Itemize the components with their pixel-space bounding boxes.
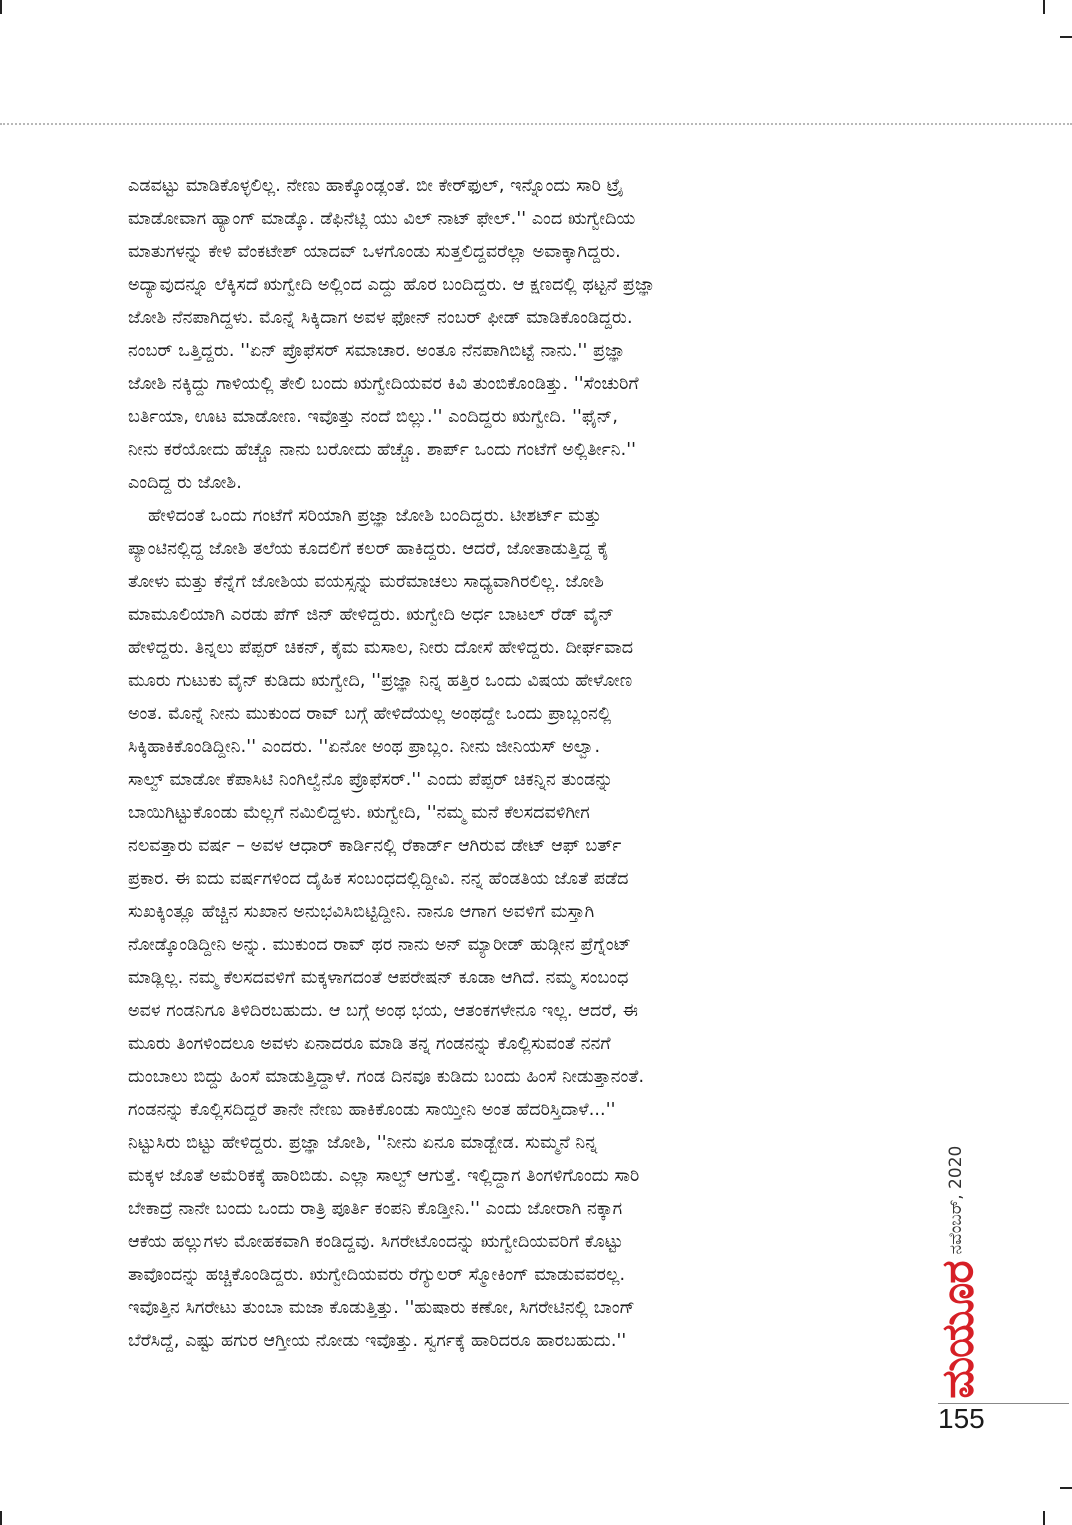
- article-line: ಹೇಳಿದಂತೆ ಒಂದು ಗಂಟೆಗೆ ಸರಿಯಾಗಿ ಪ್ರಜ್ಞಾ ಜೋಶಿ ಬಂದಿದ್ದರು. ಟೀಶರ್ಟ್ ಮತ್ತು: [148, 506, 602, 526]
- article-line: ಜೋಶಿ ನಕ್ಕಿದ್ದು ಗಾಳಿಯಲ್ಲಿ ತೇಲಿ ಬಂದು ಋಗ್ವೇದಿಯವರ ಕಿವಿ ತುಂಬಿಕೊಂಡಿತ್ತು. ''ಸೆಂಚುರಿಗೆ: [128, 374, 639, 394]
- article-line: ಮಾತುಗಳನ್ನು ಕೇಳಿ ವೆಂಕಟೇಶ್ ಯಾದವ್ ಒಳಗೊಂಡು ಸುತ್ತಲಿದ್ದವರೆಲ್ಲಾ ಅವಾಕ್ಕಾಗಿದ್ದರು.: [128, 242, 621, 262]
- article-line: ಅವಳ ಗಂಡನಿಗೂ ತಿಳಿದಿರಬಹುದು. ಆ ಬಗ್ಗೆ ಅಂಥ ಭಯ, ಆತಂಕಗಳೇನೂ ಇಲ್ಲ. ಆದರೆ, ಈ: [128, 1001, 639, 1021]
- crop-mark-right-bottom: [1060, 1487, 1072, 1489]
- article-line: ದುಂಬಾಲು ಬಿದ್ದು ಹಿಂಸೆ ಮಾಡುತ್ತಿದ್ದಾಳೆ. ಗಂಡ ದಿನವೂ ಕುಡಿದು ಬಂದು ಹಿಂಸೆ ನೀಡುತ್ತಾನಂತೆ.: [128, 1067, 645, 1087]
- article-line: ಜೋಶಿ ನೆನಪಾಗಿದ್ದಳು. ಮೊನ್ನೆ ಸಿಕ್ಕಿದಾಗ ಅವಳ ಫೋನ್ ನಂಬರ್ ಫೀಡ್ ಮಾಡಿಕೊಂಡಿದ್ದರು.: [128, 308, 633, 328]
- article-line: ಬಾಯಿಗಿಟ್ಟುಕೊಂಡು ಮೆಲ್ಲಗೆ ನಮಿಲಿದ್ದಳು. ಋಗ್ವೇದಿ, ''ನಮ್ಮ ಮನೆ ಕೆಲಸದವಳಿಗೀಗ: [128, 803, 590, 823]
- article-line: ನಲವತ್ತಾರು ವರ್ಷ – ಅವಳ ಆಧಾರ್ ಕಾರ್ಡಿನಲ್ಲಿ ರೆಕಾರ್ಡ್ ಆಗಿರುವ ಡೇಟ್ ಆಫ್ ಬರ್ತ್: [128, 836, 622, 856]
- article-line: ಗಂಡನನ್ನು ಕೊಲ್ಲಿಸದಿದ್ದರೆ ತಾನೇ ನೇಣು ಹಾಕಿಕೊಂಡು ಸಾಯ್ತೀನಿ ಅಂತ ಹೆದರಿಸ್ತಿದಾಳೆ...'': [128, 1100, 616, 1120]
- article-line: ಅಂತ. ಮೊನ್ನೆ ನೀನು ಮುಕುಂದ ರಾವ್ ಬಗ್ಗೆ ಹೇಳಿದೆಯಲ್ಲ ಅಂಥದ್ದೇ ಒಂದು ಪ್ರಾಬ್ಲಂನಲ್ಲಿ: [128, 704, 612, 724]
- header-dotted-rule: [0, 123, 1072, 125]
- article-line: ನೀನು ಕರೆಯೋದು ಹೆಚ್ಚೊ ನಾನು ಬರೋದು ಹೆಚ್ಚೊ. ಶಾರ್ಪ್ ಒಂದು ಗಂಟೆಗೆ ಅಲ್ಲಿರ್ತೀನಿ.'': [128, 440, 637, 460]
- article-line: ಮೂರು ಗುಟುಕು ವೈನ್ ಕುಡಿದು ಋಗ್ವೇದಿ, ''ಪ್ರಜ್ಞಾ ನಿನ್ನ ಹತ್ತಿರ ಒಂದು ವಿಷಯ ಹೇಳೋಣ: [128, 671, 633, 691]
- crop-mark-bottom-right: [1043, 1511, 1045, 1525]
- magazine-logo: [908, 1261, 1008, 1399]
- magazine-logo-text: ಮಯೂರ: [932, 1261, 984, 1399]
- crop-mark-bottom-left: [0, 1511, 2, 1525]
- article-line: ಹೇಳಿದ್ದರು. ತಿನ್ನಲು ಪೆಪ್ಪರ್ ಚಿಕನ್, ಕೈಮ ಮಸಾಲ, ನೀರು ದೋಸೆ ಹೇಳಿದ್ದರು. ದೀರ್ಘವಾದ: [128, 638, 634, 658]
- article-line: ಪ್ಯಾಂಟಿನಲ್ಲಿದ್ದ ಜೋಶಿ ತಲೆಯ ಕೂದಲಿಗೆ ಕಲರ್ ಹಾಕಿದ್ದರು. ಆದರೆ, ಜೋತಾಡುತ್ತಿದ್ದ ಕೈ: [128, 539, 610, 559]
- article-line: ಮಕ್ಕಳ ಜೊತೆ ಅಮೆರಿಕಕ್ಕೆ ಹಾರಿಬಿಡು. ಎಲ್ಲಾ ಸಾಲ್ವ್ ಆಗುತ್ತೆ. ಇಲ್ಲಿದ್ದಾಗ ತಿಂಗಳಿಗೊಂದು ಸಾರಿ: [128, 1166, 640, 1186]
- article-line: ತಾವೊಂದನ್ನು ಹಚ್ಚಿಕೊಂಡಿದ್ದರು. ಋಗ್ವೇದಿಯವರು ರೆಗ್ಯುಲರ್ ಸ್ಮೋಕಿಂಗ್ ಮಾಡುವವರಲ್ಲ.: [128, 1265, 626, 1285]
- article-line: ಮಾಡೋವಾಗ ಹ್ಯಾಂಗ್ ಮಾಡ್ಕೊ. ಡೆಫಿನೆಟ್ಲಿ ಯು ವಿಲ್ ನಾಟ್ ಫೇಲ್.'' ಎಂದ ಋಗ್ವೇದಿಯ: [128, 209, 636, 229]
- crop-mark-right-top: [1060, 36, 1072, 38]
- article-line: ಇವೊತ್ತಿನ ಸಿಗರೇಟು ತುಂಬಾ ಮಜಾ ಕೊಡುತ್ತಿತ್ತು. ''ಹುಷಾರು ಕಣೋ, ಸಿಗರೇಟಿನಲ್ಲಿ ಬಾಂಗ್: [128, 1298, 635, 1318]
- article-line: ಸಾಲ್ವ್ ಮಾಡೋ ಕೆಪಾಸಿಟಿ ನಿಂಗಿಲ್ವೆನೊ ಪ್ರೊಫೆಸರ್.'' ಎಂದು ಪೆಪ್ಪರ್ ಚಿಕನ್ನಿನ ತುಂಡನ್ನು: [128, 770, 614, 790]
- article-line: ಎಂದಿದ್ದ ರು ಜೋಶಿ.: [128, 473, 242, 493]
- article-line: ನೋಡ್ಕೊಂಡಿದ್ದೀನಿ ಅನ್ನು. ಮುಕುಂದ ರಾವ್ ಥರ ನಾನು ಅನ್ ಮ್ಯಾರೀಡ್ ಹುಡ್ಗೀನ ಪ್ರೆಗ್ನೆಂಟ್: [128, 935, 631, 955]
- article-line: ತೋಳು ಮತ್ತು ಕೆನ್ನೆಗೆ ಜೋಶಿಯ ವಯಸ್ಸನ್ನು ಮರೆಮಾಚಲು ಸಾಧ್ಯವಾಗಿರಲಿಲ್ಲ. ಜೋಶಿ: [128, 572, 604, 592]
- article-line: ಬರ್ತಿಯಾ, ಊಟ ಮಾಡೋಣ. ಇವೊತ್ತು ನಂದೆ ಬಿಲ್ಲು.'' ಎಂದಿದ್ದರು ಋಗ್ವೇದಿ. ''ಫೈನ್,: [128, 407, 619, 427]
- page-number: 155: [938, 1403, 985, 1434]
- article-line: ಎಡವಟ್ಟು ಮಾಡಿಕೊಳ್ಳಲಿಲ್ಲ. ನೇಣು ಹಾಕ್ಕೊಂಡ್ಲಂತೆ. ಬೀ ಕೇರ್‌ಫುಲ್, ಇನ್ನೊಂದು ಸಾರಿ ಟ್ರೈ: [128, 176, 624, 196]
- crop-mark-top-right: [1043, 0, 1045, 14]
- article-line: ನಂಬರ್ ಒತ್ತಿದ್ದರು. ''ಏನ್ ಪ್ರೊಫೆಸರ್ ಸಮಾಚಾರ. ಅಂತೂ ನೆನಪಾಗಿಬಿಟ್ಟೆ ನಾನು.'' ಪ್ರಜ್ಞಾ: [128, 341, 626, 361]
- crop-mark-top-left: [0, 0, 2, 14]
- article-line: ಆಕೆಯ ಹಲ್ಲುಗಳು ಮೋಹಕವಾಗಿ ಕಂಡಿದ್ದವು. ಸಿಗರೇಟೊಂದನ್ನು ಋಗ್ವೇದಿಯವರಿಗೆ ಕೊಟ್ಟು: [128, 1232, 624, 1252]
- article-line: ಮಾಮೂಲಿಯಾಗಿ ಎರಡು ಪೆಗ್ ಜಿನ್ ಹೇಳಿದ್ದರು. ಋಗ್ವೇದಿ ಅರ್ಧ ಬಾಟಲ್ ರೆಡ್ ವೈನ್: [128, 605, 615, 625]
- article-line: ನಿಟ್ಟುಸಿರು ಬಿಟ್ಟು ಹೇಳಿದ್ದರು. ಪ್ರಜ್ಞಾ ಜೋಶಿ, ''ನೀನು ಏನೂ ಮಾಡ್ಬೇಡ. ಸುಮ್ಮನೆ ನಿನ್ನ: [128, 1133, 598, 1153]
- article-line: ಬೆರೆಸಿದ್ದೆ, ಎಷ್ಟು ಹಗುರ ಆಗ್ತೀಯ ನೋಡು ಇವೊತ್ತು. ಸ್ವರ್ಗಕ್ಕೆ ಹಾರಿದರೂ ಹಾರಬಹುದು.'': [128, 1331, 627, 1351]
- article-line: ಸುಖಕ್ಕಿಂತ್ಲೂ ಹೆಚ್ಚಿನ ಸುಖಾನ ಅನುಭವಿಸಿಬಿಟ್ಟಿದ್ದೀನಿ. ನಾನೂ ಆಗಾಗ ಅವಳಿಗೆ ಮಸ್ತಾಗಿ: [128, 902, 595, 922]
- issue-date-label: [936, 1145, 976, 1255]
- article-line: ಸಿಕ್ಕಿಹಾಕಿಕೊಂಡಿದ್ದೀನಿ.'' ಎಂದರು. ''ಏನೋ ಅಂಥ ಪ್ರಾಬ್ಲಂ. ನೀನು ಜೀನಿಯಸ್ ಅಲ್ವಾ.: [128, 737, 601, 757]
- article-line: ಪ್ರಕಾರ. ಈ ಐದು ವರ್ಷಗಳಿಂದ ದೈಹಿಕ ಸಂಬಂಧದಲ್ಲಿದ್ದೀವಿ. ನನ್ನ ಹೆಂಡತಿಯ ಜೊತೆ ಪಡೆದ: [128, 869, 629, 889]
- article-body: [128, 170, 898, 1392]
- article-line: ಮಾಡ್ಲಿಲ್ಲ. ನಮ್ಮ ಕೆಲಸದವಳಿಗೆ ಮಕ್ಕಳಾಗದಂತೆ ಆಪರೇಷನ್ ಕೂಡಾ ಆಗಿದೆ. ನಮ್ಮ ಸಂಬಂಧ: [128, 968, 629, 988]
- article-line: ಮೂರು ತಿಂಗಳಿಂದಲೂ ಅವಳು ಏನಾದರೂ ಮಾಡಿ ತನ್ನ ಗಂಡನನ್ನು ಕೊಲ್ಲಿಸುವಂತೆ ನನಗೆ: [128, 1034, 611, 1054]
- article-line: ಅದ್ಯಾವುದನ್ನೂ ಲೆಕ್ಕಿಸದೆ ಋಗ್ವೇದಿ ಅಲ್ಲಿಂದ ಎದ್ದು ಹೊರ ಬಂದಿದ್ದರು. ಆ ಕ್ಷಣದಲ್ಲಿ ಥಟ್ಟನೆ ಪ್ರಜ್ಞಾ: [128, 275, 656, 295]
- article-line: ಬೇಕಾದ್ರೆ ನಾನೇ ಬಂದು ಒಂದು ರಾತ್ರಿ ಪೂರ್ತಿ ಕಂಪನಿ ಕೊಡ್ತೀನಿ.'' ಎಂದು ಜೋರಾಗಿ ನಕ್ಕಾಗ: [128, 1199, 623, 1219]
- issue-date-text: ನವೆಂಬರ್, 2020: [946, 1145, 966, 1255]
